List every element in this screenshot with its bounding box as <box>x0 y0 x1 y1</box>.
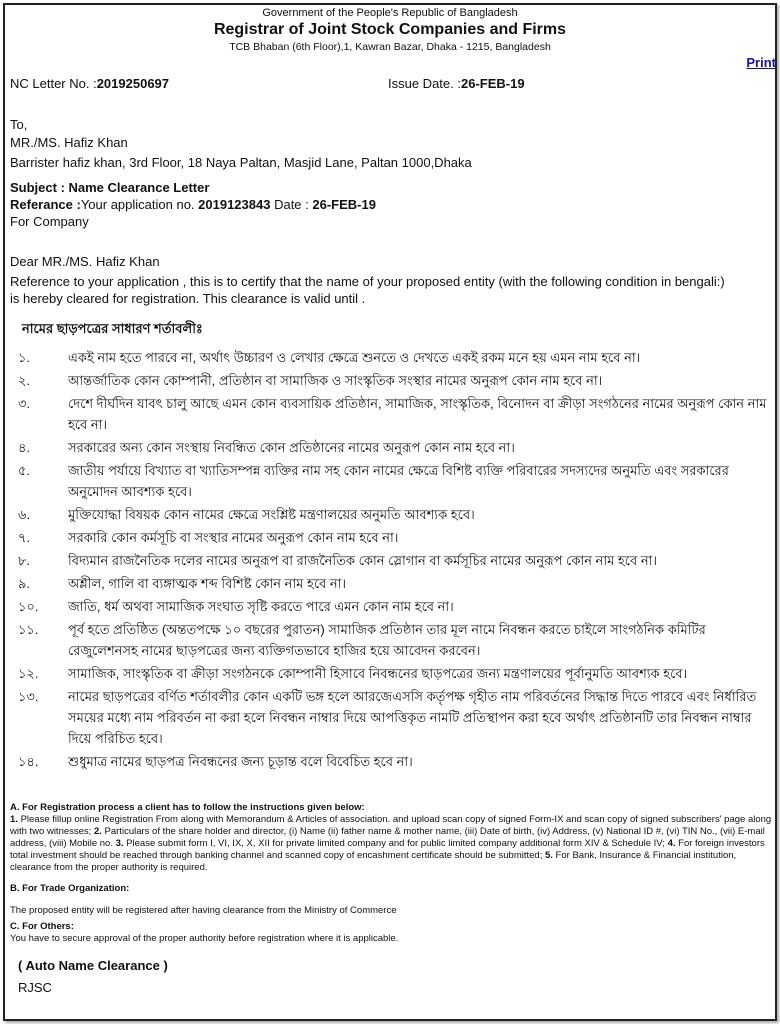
instructions-section-a <box>10 802 775 874</box>
condition-text: আন্তর্জাতিক কোন কোম্পানী, প্রতিষ্ঠান বা সামাজিক ও সাংস্কৃতিক সংস্থার নামের অনুরূপ কোন নাম হবে না। <box>68 373 603 388</box>
condition-item <box>18 686 768 749</box>
condition-number: ৯. <box>18 576 31 591</box>
condition-item <box>18 596 768 617</box>
condition-number: ১১. <box>18 622 39 637</box>
condition-number: ৫. <box>18 463 31 478</box>
section-b-text: The proposed entity will be registered after having clearance from the Ministry of Commerce <box>10 905 397 916</box>
step-5-number: 5. <box>544 850 553 861</box>
step-3-text: Please submit form I, VI, IX, X, XII for private limited company and for public limited company additional form XIV & Schedule IV; <box>123 838 668 849</box>
condition-text: বিদ্যমান রাজনৈতিক দলের নামের অনুরূপ বা রাজনৈতিক কোন স্লোগান বা কর্মসূচির নামের অনুরূপ কোন নাম হবে না। <box>68 553 657 568</box>
section-c-title: C. For Others: <box>10 921 74 932</box>
condition-number: ১৩. <box>18 689 39 704</box>
reference-text: Your application no. <box>80 197 199 212</box>
condition-item <box>18 437 768 458</box>
section-c-text: You have to secure approval of the proper authority before registration where it is applicable. <box>10 933 399 944</box>
condition-number: ১. <box>18 350 31 365</box>
condition-item <box>18 504 768 525</box>
step-4-text: For foreign investors total investment should be reached through banking channel and scanned copy of encashment certificate should be submitted; <box>10 838 765 861</box>
step-2-text: Particulars of the share holder and director, (i) Name (ii) father name & mother name, (iii) Date of birth, (iv) Address, (v) National ID #, (vi) TIN No., (vii) E-mail address, (viii) Mobile no. <box>10 826 765 849</box>
step-1-text: Please fillup online Registration From along with Memorandum & Articles of association. and upload scan copy of signed Form-IX and scan copy of signed subscribers' page along with two witnesses; <box>10 814 772 837</box>
condition-text: সরকারি কোন কর্মসূচি বা সংস্থার নামের অনুরূপ কোন নাম হবে না। <box>68 530 399 545</box>
condition-text: দেশে দীর্ঘদিন যাবৎ চালু আছে এমন কোন ব্যবসায়িক প্রতিষ্ঠান, সামাজিক, সাংস্কৃতিক, বিনোদন বা ক্রীড়া সংগঠনের নামের অনুরূপ কোন নাম হবে না। <box>68 396 767 432</box>
condition-item <box>18 550 768 571</box>
registrar-title: Registrar of Joint Stock Companies and Firms <box>213 21 567 38</box>
condition-text: মুক্তিযোদ্ধা বিষয়ক কোন নামের ক্ষেত্রে সংশ্লিষ্ট মন্ত্রণালয়ের অনুমতি আবশ্যক হবে। <box>68 507 475 522</box>
conditions-section <box>18 320 773 774</box>
step-2-number: 2. <box>93 826 102 837</box>
condition-text: নামের ছাড়পত্রের বর্ণিত শর্তাবলীর কোন একটি ভঙ্গ হলে আরজেএসসি কর্তৃপক্ষ গৃহীত নাম পরিবর্তনের সিদ্ধান্ত দিতে পারবে এবং নির্ধারিত সময়ের মধ্যে নাম পরিবর্তন না করা হলে নিবন্ধন নাম্বার দিয়ে আপত্তিকৃত নামটি প্রতিস্থাপন করা হবে অর্থাৎ প্রতিষ্ঠানটি তার নিবন্ধন নাম্বার দিয়ে পরিচিত হবে। <box>68 689 757 746</box>
condition-text: জাতীয় পর্যায়ে বিখ্যাত বা খ্যাতিসম্পন্ন ব্যক্তির নাম সহ কোন নামের ক্ষেত্রে বিশিষ্ট ব্যক্তি পরিবারের সদস্যদের অনুমতি এবং সরকারের অনুমোদন আবশ্যক হবে। <box>68 463 729 499</box>
step-4-number: 4. <box>667 838 676 849</box>
conditions-title: নামের ছাড়পত্রের সাধারণ শর্তাবলীঃ <box>22 321 203 336</box>
section-b-title: B. For Trade Organization: <box>10 883 130 894</box>
condition-item <box>18 751 768 772</box>
condition-item <box>18 573 768 594</box>
condition-number: ৬. <box>18 507 31 522</box>
to-line: To, <box>10 117 28 132</box>
nc-letter-number <box>10 76 169 91</box>
condition-text: সরকারের অন্য কোন সংস্থায় নিবন্ধিত কোন প্রতিষ্ঠানের নামের অনুরূপ কোন নাম হবে না। <box>68 440 515 455</box>
condition-text: সামাজিক, সাংস্কৃতিক বা ক্রীড়া সংগঠনকে কোম্পানী হিসাবে নিবন্ধনের ছাড়পত্রের জন্য মন্ত্রণালয়ের পূর্বানুমতি আবশ্যক হবে। <box>68 666 688 681</box>
condition-number: ২. <box>18 373 31 388</box>
condition-text: জাতি, ধর্ম অথবা সামাজিক সংঘাত সৃষ্টি করতে পারে এমন কোন নাম হবে না। <box>68 599 454 614</box>
condition-item <box>18 619 768 661</box>
subject-line: Subject : Name Clearance Letter <box>10 180 210 195</box>
government-line: Government of the People's Republic of Bangladesh <box>262 7 518 19</box>
condition-number: ৪. <box>18 440 31 455</box>
step-1-number: 1. <box>10 814 18 825</box>
section-a-title: A. For Registration process a client has to follow the instructions given below: <box>10 802 365 813</box>
reference-line <box>10 196 376 213</box>
application-number: 2019123843 <box>198 197 271 212</box>
condition-number: ৩. <box>18 396 31 411</box>
condition-number: ৭. <box>18 530 31 545</box>
condition-item <box>18 370 768 391</box>
nc-value: 2019250697 <box>96 76 170 91</box>
condition-item <box>18 393 768 435</box>
condition-text: শুধুমাত্র নামের ছাড়পত্র নিবন্ধনের জন্য চূড়ান্ত বলে বিবেচিত হবে না। <box>68 754 413 769</box>
application-date: 26-FEB-19 <box>312 197 376 212</box>
date-label: Date : <box>270 197 313 212</box>
reference-label: Referance : <box>10 197 81 212</box>
issue-label: Issue Date. : <box>388 76 461 91</box>
condition-item <box>18 347 768 368</box>
salutation: Dear MR./MS. Hafiz Khan <box>10 254 160 269</box>
condition-text: পূর্ব হতে প্রতিষ্ঠিত (অন্ততপক্ষে ১০ বছরের পুরাতন) সামাজিক প্রতিষ্ঠান তার মূল নামে নিবন্ধন করতে চাইলে সাংগঠনিক কমিটির রেজুলেশনসহ নামের ছাড়পত্রের জন্য ব্যক্তিগতভাবে হাজির হয়ে আবেদন করবেন। <box>68 622 706 658</box>
condition-item <box>18 663 768 684</box>
condition-number: ১০. <box>18 599 39 614</box>
step-3-number: 3. <box>115 838 124 849</box>
auto-name-clearance: ( Auto Name Clearance ) <box>18 958 168 973</box>
recipient-name: MR./MS. Hafiz Khan <box>10 135 128 150</box>
step-5-text: For Bank, Insurance & Financial institution, clearance from the proper authority is required. <box>10 850 737 873</box>
recipient-address: Barrister hafiz khan, 3rd Floor, 18 Naya Paltan, Masjid Lane, Paltan 1000,Dhaka <box>10 155 472 170</box>
nc-label: NC Letter No. : <box>10 76 97 91</box>
print-link[interactable]: Print <box>746 55 776 70</box>
conditions-list <box>18 347 773 772</box>
condition-number: ৮. <box>18 553 31 568</box>
condition-item <box>18 460 768 502</box>
for-company: For Company <box>10 214 89 229</box>
issue-date <box>388 76 525 91</box>
issuing-office: RJSC <box>18 980 52 995</box>
condition-item <box>18 527 768 548</box>
condition-number: ১২. <box>18 666 39 681</box>
clearance-paragraph: Reference to your application , this is to certify that the name of your proposed entity (with the following condition in bengali:) is hereby cleared for registration. This clearance is valid until . <box>10 274 725 306</box>
issue-value: 26-FEB-19 <box>460 76 525 91</box>
office-address: TCB Bhaban (6th Floor),1, Kawran Bazar, Dhaka - 1215, Bangladesh <box>229 41 551 53</box>
condition-number: ১৪. <box>18 754 39 769</box>
condition-text: একই নাম হতে পারবে না, অর্থাৎ উচ্চারণ ও লেখার ক্ষেত্রে শুনতে ও দেখতে একই রকম মনে হয় এমন নাম হবে না। <box>68 350 641 365</box>
condition-text: অশ্লীল, গালি বা ব্যঙ্গাত্মক শব্দ বিশিষ্ট কোন নাম হবে না। <box>68 576 347 591</box>
